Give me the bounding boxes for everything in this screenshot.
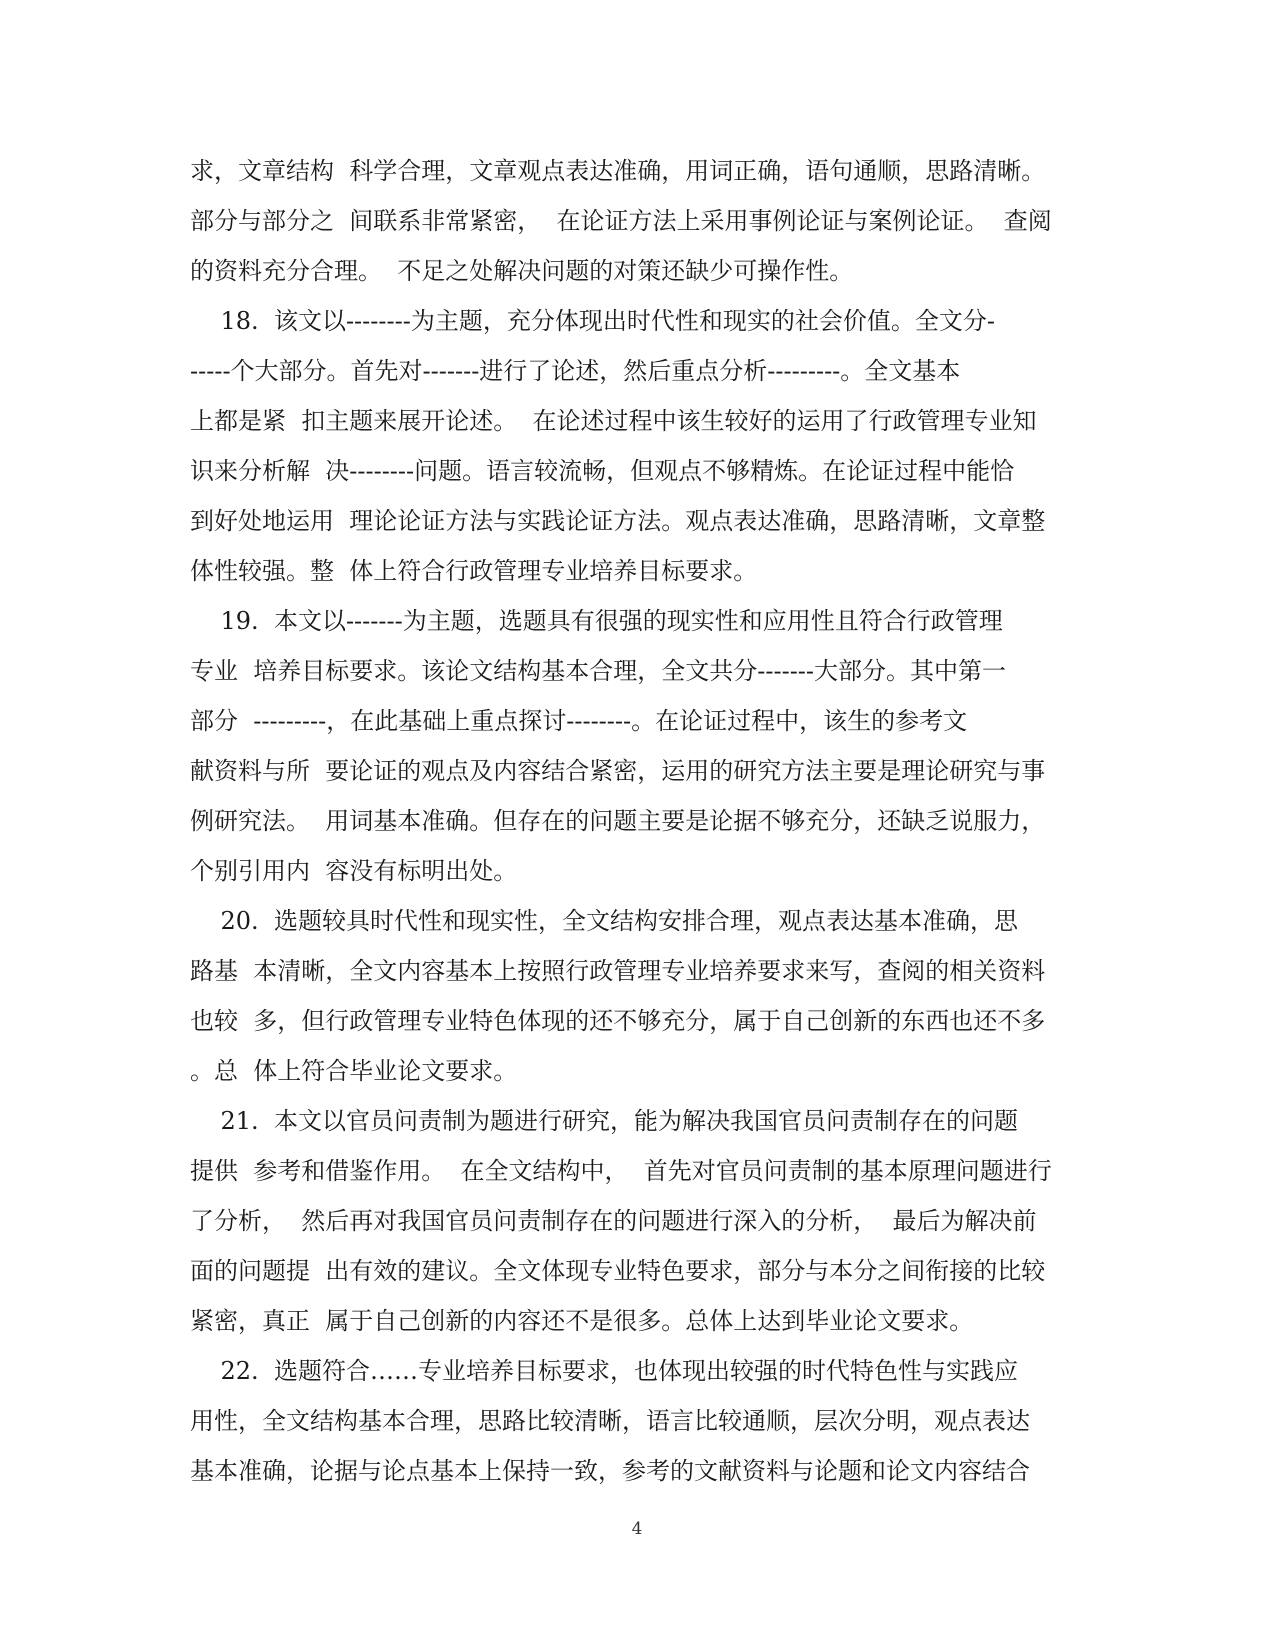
text-line: 。总 体上符合毕业论文要求。 — [190, 1057, 518, 1085]
text-line: 上都是紧 扣主题来展开论述。 在论述过程中该生较好的运用了行政管理专业知 — [190, 407, 1037, 435]
document-body — [190, 146, 1070, 1496]
text-line: 22. 选题符合……专业培养目标要求，也体现出较强的时代特色性与实践应 — [190, 1357, 1018, 1385]
text-line: 例研究法。 用词基本准确。但存在的问题主要是论据不够充分，还缺乏说服力， — [190, 807, 1046, 835]
text-line: 的资料充分合理。 不足之处解决问题的对策还缺少可操作性。 — [190, 257, 854, 285]
text-line: 18. 该文以--------为主题，充分体现出时代性和现实的社会价值。全文分- — [190, 307, 995, 335]
text-line: 体性较强。整 体上符合行政管理专业培养目标要求。 — [190, 557, 758, 585]
text-line: 求，文章结构 科学合理，文章观点表达准确，用词正确，语句通顺，思路清晰。 — [190, 157, 1046, 185]
text-line: 路基 本清晰，全文内容基本上按照行政管理专业培养要求来写，查阅的相关资料 — [190, 957, 1046, 985]
text-line: 个别引用内 容没有标明出处。 — [190, 857, 518, 885]
text-line: 19. 本文以-------为主题，选题具有很强的现实性和应用性且符合行政管理 — [190, 607, 1003, 635]
text-line: 紧密，真正 属于自己创新的内容还不是很多。总体上达到毕业论文要求。 — [190, 1307, 974, 1335]
text-line: 专业 培养目标要求。该论文结构基本合理，全文共分-------大部分。其中第一 — [190, 657, 1007, 685]
text-line: 献资料与所 要论证的观点及内容结合紧密，运用的研究方法主要是理论研究与事 — [190, 757, 1046, 785]
text-line: 了分析， 然后再对我国官员问责制存在的问题进行深入的分析， 最后为解决前 — [190, 1207, 1037, 1235]
text-line: 21. 本文以官员问责制为题进行研究，能为解决我国官员问责制存在的问题 — [190, 1107, 1018, 1135]
text-line: 提供 参考和借鉴作用。 在全文结构中， 首先对官员问责制的基本原理问题进行 — [190, 1157, 1052, 1185]
text-line: 到好处地运用 理论论证方法与实践论证方法。观点表达准确，思路清晰，文章整 — [190, 507, 1046, 535]
text-line: 面的问题提 出有效的建议。全文体现专业特色要求，部分与本分之间衔接的比较 — [190, 1257, 1046, 1285]
text-line: 20. 选题较具时代性和现实性，全文结构安排合理，观点表达基本准确，思 — [190, 907, 1018, 935]
text-line: 部分 ---------，在此基础上重点探讨--------。在论证过程中，该生的参考文 — [190, 707, 968, 735]
text-line: 基本准确，论据与论点基本上保持一致，参考的文献资料与论题和论文内容结合 — [190, 1457, 1030, 1485]
text-line: -----个大部分。首先对-------进行了论述，然后重点分析---------。全文基本 — [190, 357, 961, 385]
text-line: 用性，全文结构基本合理，思路比较清晰，语言比较通顺，层次分明，观点表达 — [190, 1407, 1030, 1435]
text-line: 部分与部分之 间联系非常紧密， 在论证方法上采用事例论证与案例论证。 查阅 — [190, 207, 1052, 235]
text-line: 识来分析解 决--------问题。语言较流畅，但观点不够精炼。在论证过程中能恰 — [190, 457, 1015, 485]
page-number: 4 — [631, 1519, 643, 1539]
text-line: 也较 多，但行政管理专业特色体现的还不够充分，属于自己创新的东西也还不多 — [190, 1007, 1046, 1035]
